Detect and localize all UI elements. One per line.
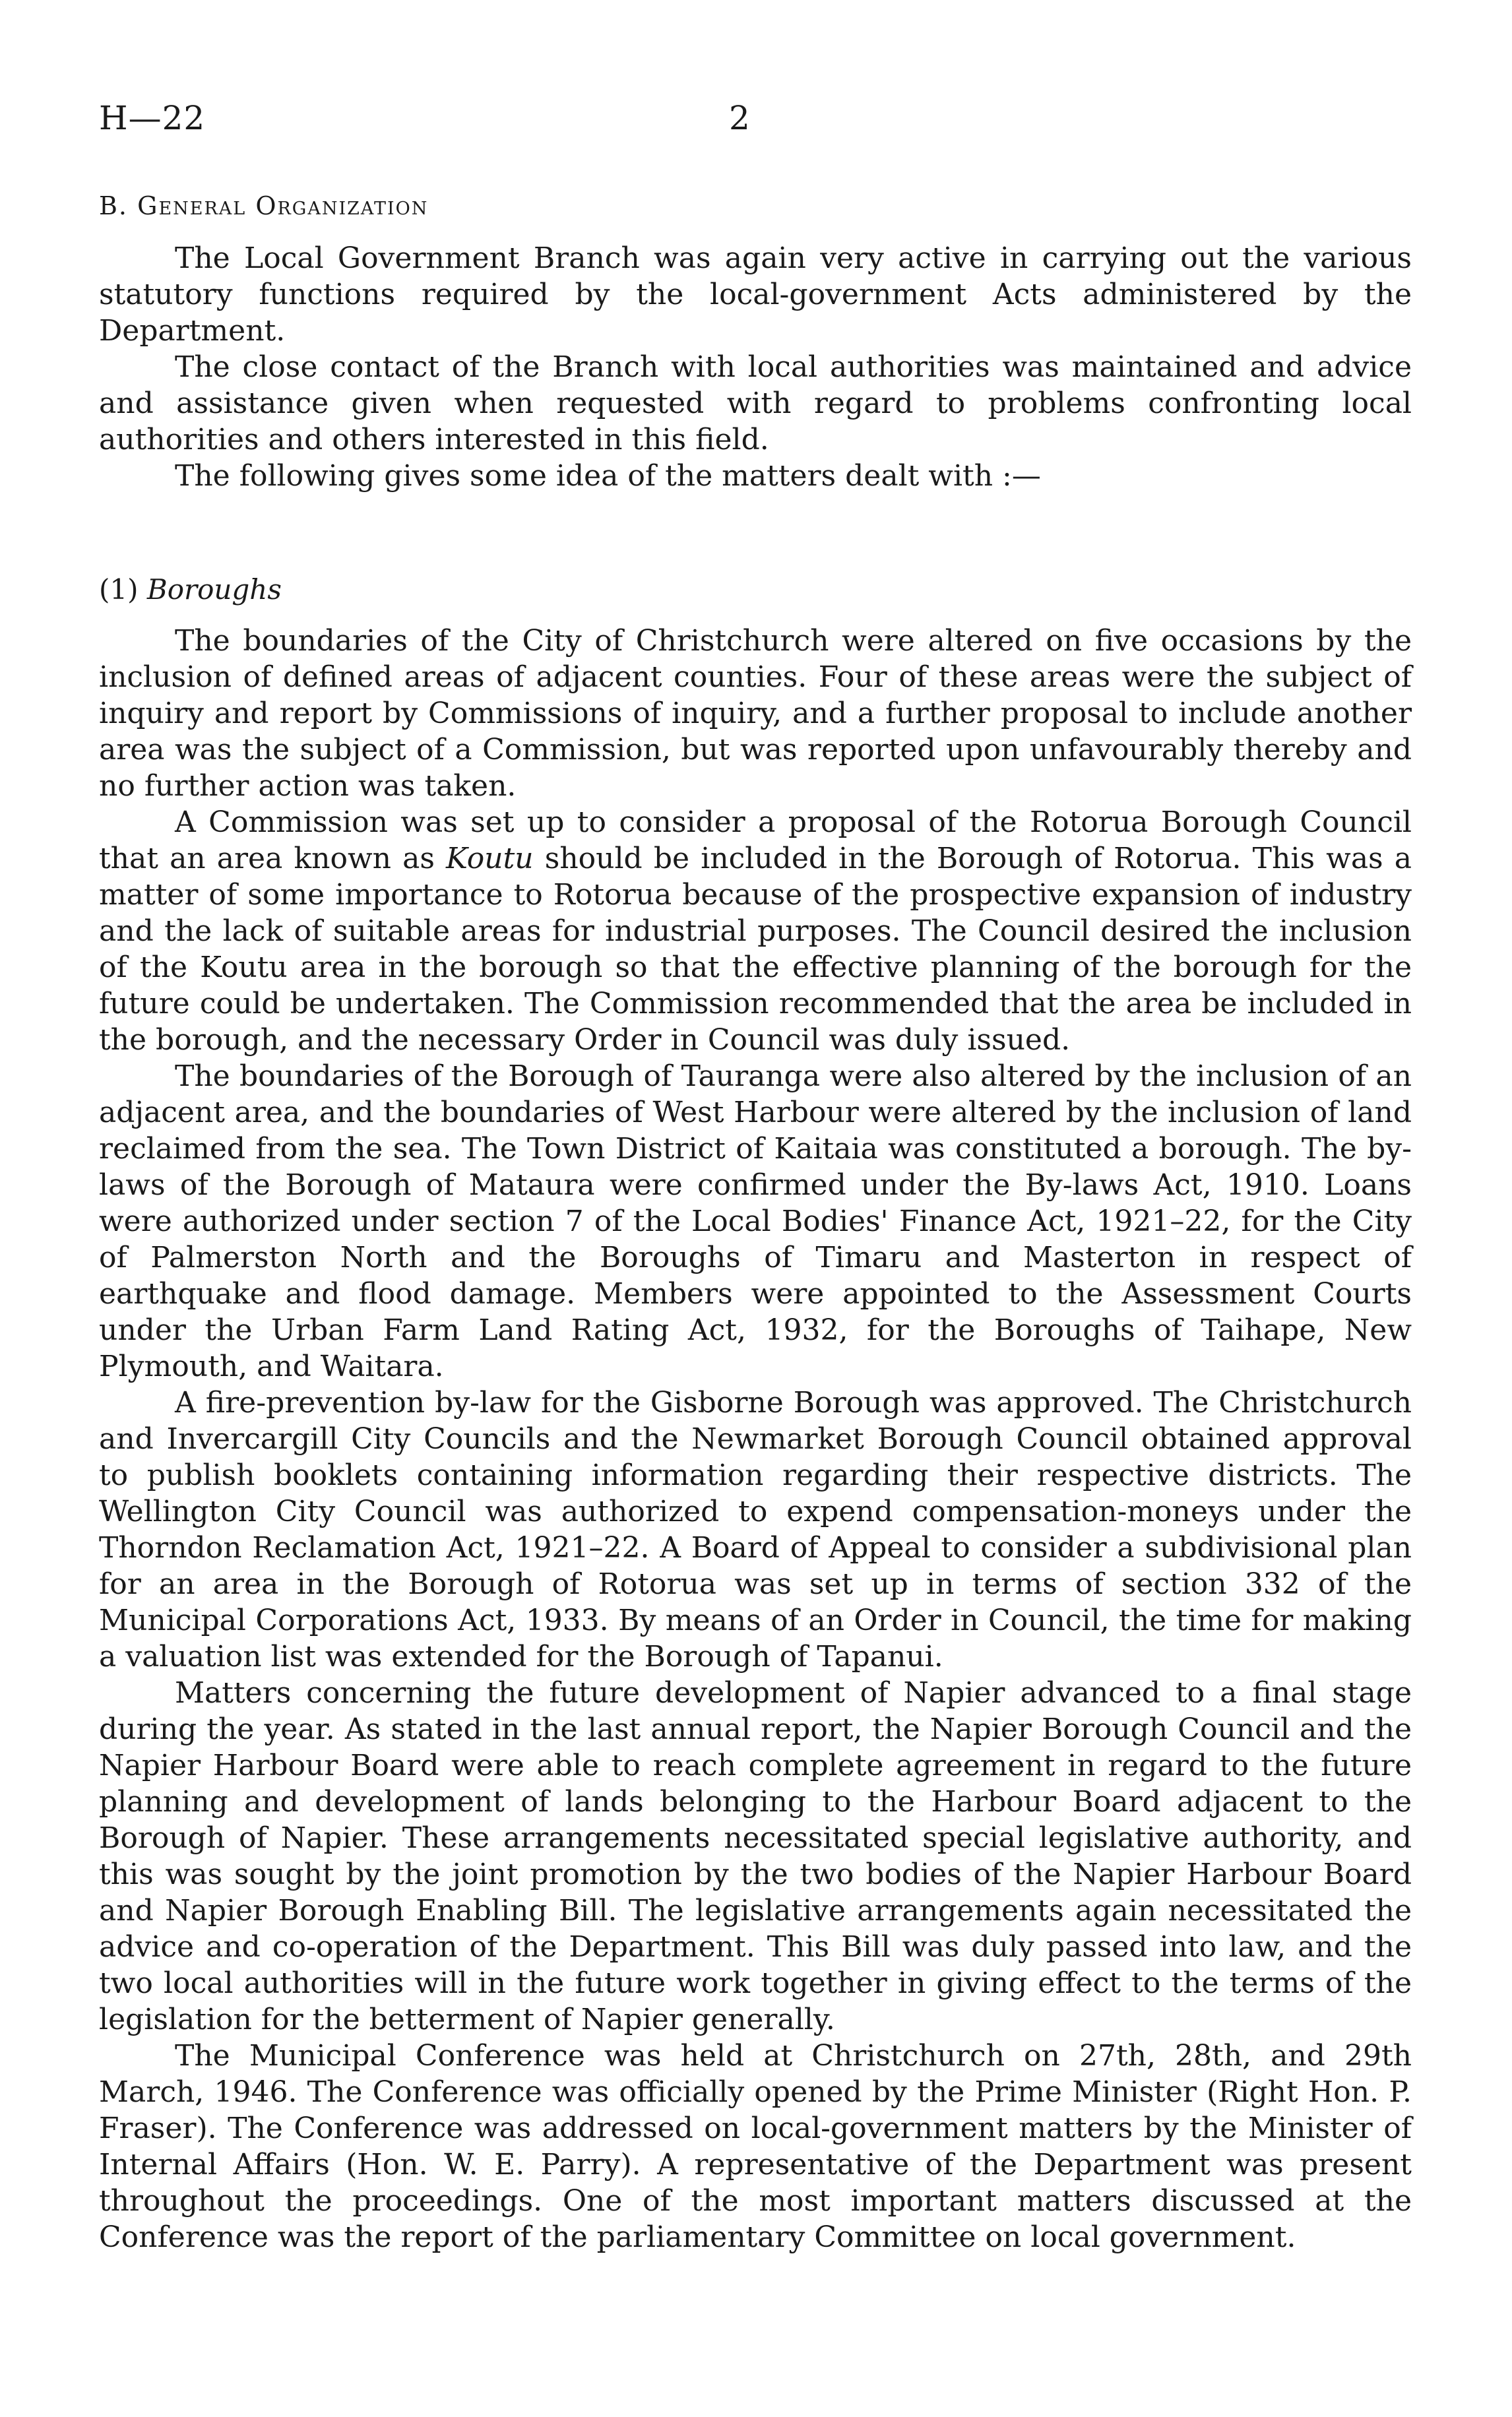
subsection-title: Boroughs xyxy=(146,573,282,606)
section-heading-general-organization: B. General Organization xyxy=(99,191,429,220)
paragraph: The Local Government Branch was again very active in carrying out the various statutory functions required by the local-government Acts administered by the Department. xyxy=(99,241,1412,348)
paragraph: A fire-prevention by-law for the Gisborne Borough was approved. The Christchurch and Invercargill City Councils and the Newmarket Borough Council obtained approval to publish booklets containing information regarding their respective districts. The Wellington City Council was authorized to expend compensation-moneys under the Thorndon Reclamation Act, 1921–22. A Board of Appeal to consider a subdivisional plan for an area in the Borough of Rotorua was set up in terms of section 332 of the Municipal Corporations Act, 1933. By means of an Order in Council, the time for making a valuation list was extended for the Borough of Tapanui. xyxy=(99,1386,1412,1674)
subsection-heading-boroughs xyxy=(99,573,1412,606)
italic-place-name: Koutu xyxy=(446,842,534,875)
paragraph-text: should be included in the Borough of Rotorua. This was a matter of some importance to Rotorua because of the prospective expansion of industry and the lack of suitable areas for industrial purposes. The Council desired the inclusion of the Koutu area in the borough so that the effective planning of the borough for the future could be undertaken. The Commission recommended that the area be included in the borough, and the necessary Order in Council was duly issued. xyxy=(99,842,1412,1057)
subsection-number: (1) xyxy=(99,573,139,606)
paragraph: The boundaries of the City of Christchurch were altered on five occasions by the inclusion of defined areas of adjacent counties. Four of these areas were the subject of inquiry and report by Commissions of inquiry, and a further proposal to include another area was the subject of a Commission, but was reported upon unfavourably thereby and no further action was taken. xyxy=(99,624,1412,803)
document-reference: H—22 xyxy=(99,99,206,137)
paragraph: The following gives some idea of the matters dealt with :— xyxy=(175,459,1041,493)
paragraph-text: A Commission was set up to consider a proposal of the Rotorua Borough Council that an area known as xyxy=(99,805,1412,875)
page-number: 2 xyxy=(729,99,750,137)
paragraph: The close contact of the Branch with local authorities was maintained and advice and assistance given when requested with regard to problems confronting local authorities and others interested in this field. xyxy=(99,350,1412,456)
paragraph: The boundaries of the Borough of Tauranga were also altered by the inclusion of an adjacent area, and the boundaries of West Harbour were altered by the inclusion of land reclaimed from the sea. The Town District of Kaitaia was constituted a borough. The by-laws of the Borough of Mataura were confirmed under the By-laws Act, 1910. Loans were authorized under section 7 of the Local Bodies' Finance Act, 1921–22, for the City of Palmerston North and the Boroughs of Timaru and Masterton in respect of earthquake and flood damage. Members were appointed to the Assessment Courts under the Urban Farm Land Rating Act, 1932, for the Boroughs of Taihape, New Plymouth, and Waitara. xyxy=(99,1059,1412,1383)
paragraph xyxy=(99,804,1412,1058)
page-header xyxy=(99,99,1412,158)
paragraph: The Municipal Conference was held at Christchurch on 27th, 28th, and 29th March, 1946. The Conference was officially opened by the Prime Minister (Right Hon. P. Fraser). The Conference was addressed on local-government matters by the Minister of Internal Affairs (Hon. W. E. Parry). A representative of the Department was present throughout the proceedings. One of the most important matters discussed at the Conference was the report of the parliamentary Committee on local government. xyxy=(99,2039,1412,2254)
paragraph: Matters concerning the future development of Napier advanced to a final stage during the year. As stated in the last annual report, the Napier Borough Council and the Napier Harbour Board were able to reach complete agreement in regard to the future planning and development of lands belonging to the Harbour Board adjacent to the Borough of Napier. These arrangements necessitated special legislative authority, and this was sought by the joint promotion by the two bodies of the Napier Harbour Board and Napier Borough Enabling Bill. The legislative arrangements again necessitated the advice and co-operation of the Department. This Bill was duly passed into law, and the two local authorities will in the future work together in giving effect to the terms of the legislation for the betterment of Napier generally. xyxy=(99,1676,1412,2036)
document-page xyxy=(99,99,1412,2342)
